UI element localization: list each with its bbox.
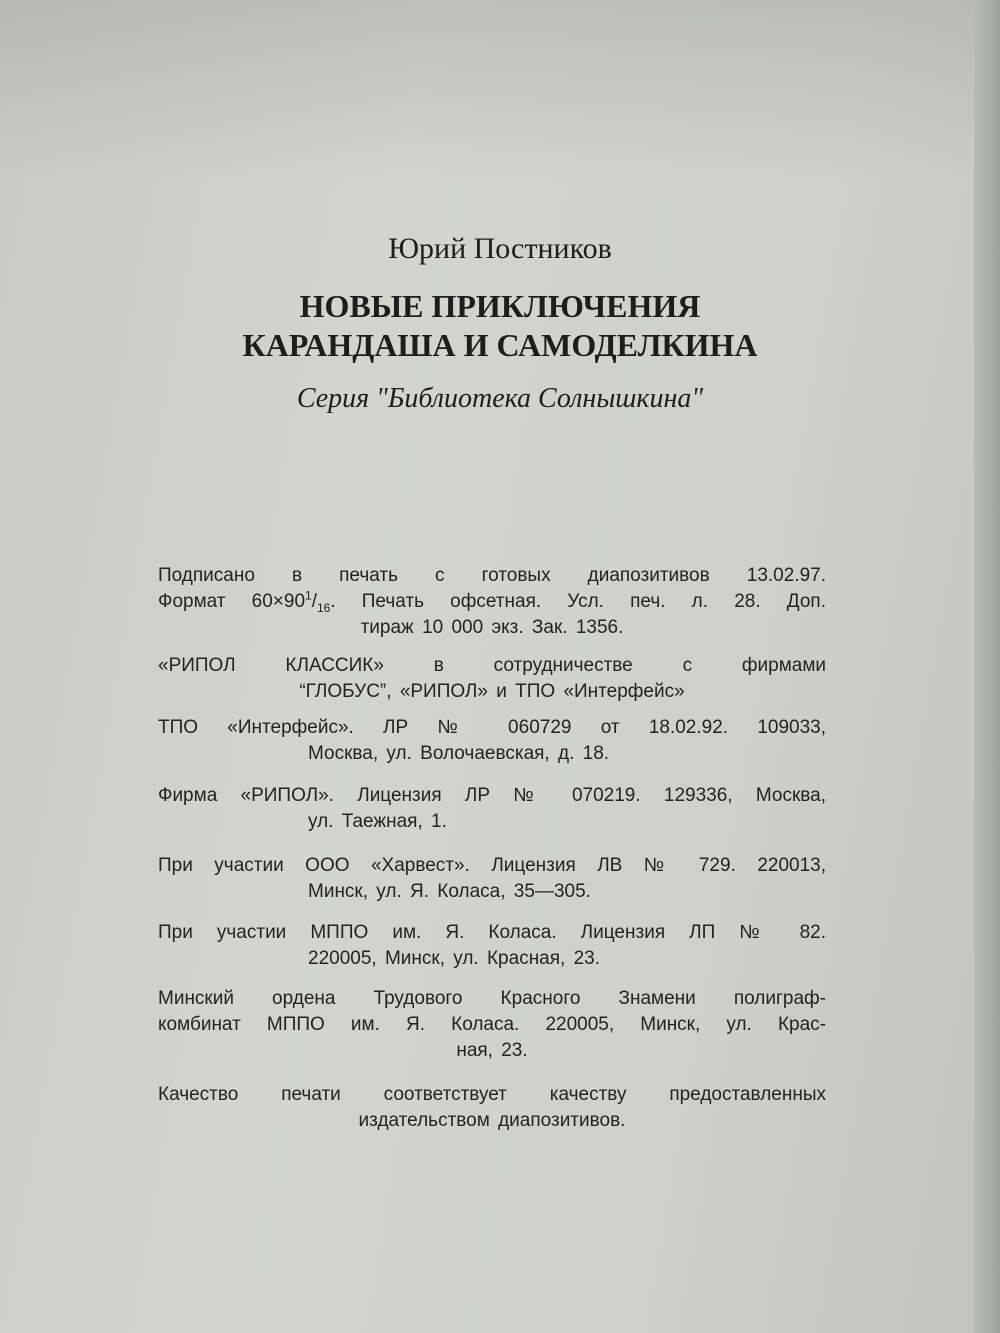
format-suffix: . Печать офсетная. Усл. печ. л. 28. Доп. [330, 591, 826, 612]
print-info-line-2 [158, 589, 826, 615]
tpo-line-1: ТПО «Интерфейс». ЛР № 060729 от 18.02.92. 109033, [158, 717, 826, 738]
mppo-line-1: При участии МППО им. Я. Коласа. Лицензия ЛП № 82. [158, 922, 826, 943]
ripol-block [158, 783, 826, 835]
format-sub: 16 [316, 600, 331, 615]
printer-line-1: Минский ордена Трудового Красного Знамени полиграф- [158, 988, 826, 1009]
printer-line-2: комбинат МППО им. Я. Коласа. 220005, Минск, ул. Крас- [158, 1014, 826, 1035]
harvest-line-1: При участии ООО «Харвест». Лицензия ЛВ № 729. 220013, [158, 855, 826, 876]
page-edge [974, 0, 1000, 1333]
print-info-block [158, 563, 826, 641]
author-name: Юрий Постников [388, 232, 612, 265]
print-info-line-3: тираж 10 000 экз. Зак. 1356. [360, 617, 624, 638]
tpo-block [158, 715, 826, 767]
ripol-line-2: ул. Таежная, 1. [308, 811, 447, 832]
tpo-line-2: Москва, ул. Волочаевская, д. 18. [308, 743, 610, 764]
harvest-block [158, 853, 826, 905]
mppo-line-2: 220005, Минск, ул. Красная, 23. [308, 948, 601, 969]
format-sup: 1 [305, 588, 312, 603]
book-title-line-1: НОВЫЕ ПРИКЛЮЧЕНИЯ [299, 288, 701, 324]
printer-line-3: ная, 23. [456, 1040, 528, 1061]
publisher-block [158, 653, 826, 705]
printer-block [158, 986, 826, 1064]
book-title-line-2: КАРАНДАША И САМОДЕЛКИНА [242, 327, 758, 363]
quality-block [158, 1082, 826, 1134]
quality-line-1: Качество печати соответствует качеству предоставленных [158, 1084, 826, 1105]
mppo-block [158, 920, 826, 972]
page-shadow [0, 0, 1000, 180]
quality-line-2: издательством диапозитивов. [358, 1110, 626, 1131]
print-info-line-1: Подписано в печать с готовых диапозитивов 13.02.97. [158, 565, 826, 586]
publisher-line-2: “ГЛОБУС”, «РИПОЛ» и ТПО «Интерфейс» [299, 681, 685, 702]
series-name: Серия "Библиотека Солнышкина" [296, 383, 704, 414]
format-label: Формат 60×90 [158, 591, 306, 612]
publisher-line-1: «РИПОЛ КЛАССИК» в сотрудничестве с фирмами [158, 655, 826, 676]
harvest-line-2: Минск, ул. Я. Коласа, 35—305. [308, 881, 591, 902]
ripol-line-1: Фирма «РИПОЛ». Лицензия ЛР № 070219. 129336, Москва, [158, 785, 826, 806]
format-slash: / [311, 591, 317, 612]
